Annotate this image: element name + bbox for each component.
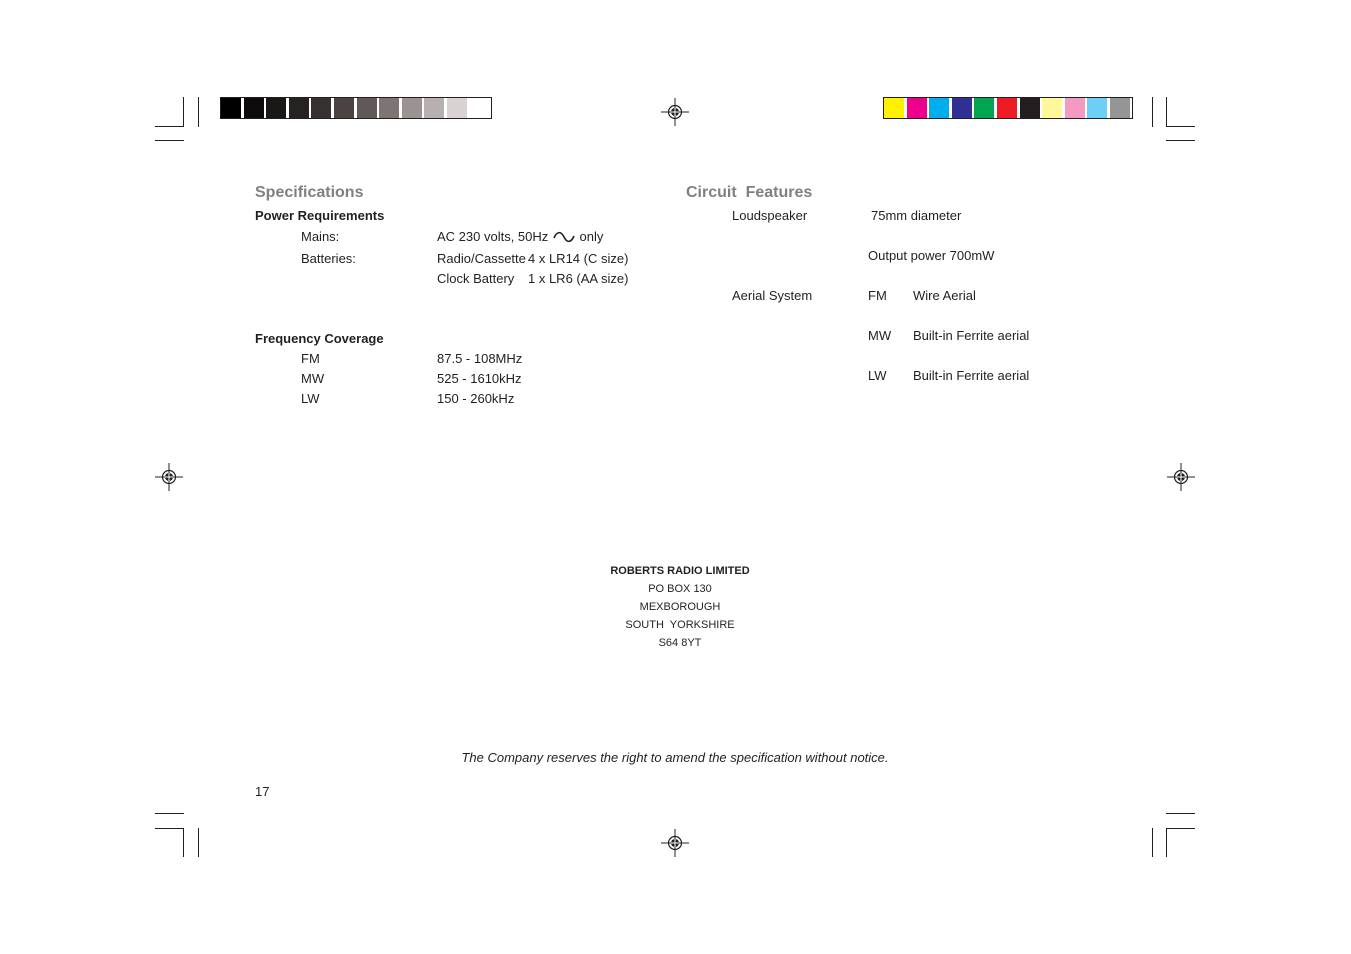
crop-mark bbox=[198, 828, 199, 857]
clock-battery-label: Clock Battery bbox=[437, 271, 515, 286]
crop-mark bbox=[1166, 97, 1167, 127]
crop-mark bbox=[198, 97, 199, 127]
registration-mark-icon bbox=[661, 98, 689, 126]
output-power: Output power 700mW bbox=[868, 248, 995, 263]
band-range: 525 - 1610kHz bbox=[437, 371, 522, 386]
registration-mark-icon bbox=[155, 463, 183, 491]
clock-battery-value: 1 x LR6 (AA size) bbox=[528, 271, 629, 286]
radio-cassette-value: 4 x LR14 (C size) bbox=[528, 251, 629, 266]
aerial-type: Built-in Ferrite aerial bbox=[913, 328, 1030, 343]
mains-label: Mains: bbox=[301, 229, 340, 244]
mains-value bbox=[437, 229, 603, 245]
band-label: MW bbox=[301, 371, 325, 386]
aerial-type: Built-in Ferrite aerial bbox=[913, 368, 1030, 383]
aerial-band: MW bbox=[868, 328, 892, 343]
crop-mark bbox=[1152, 97, 1153, 127]
mains-suffix: only bbox=[579, 229, 604, 244]
crop-mark bbox=[1166, 140, 1195, 141]
swatch-bar-frame bbox=[883, 97, 1133, 119]
loudspeaker-label: Loudspeaker bbox=[732, 208, 808, 223]
registration-mark-icon bbox=[1167, 463, 1195, 491]
specifications-heading: Specifications bbox=[255, 184, 364, 201]
band-label: FM bbox=[301, 351, 320, 366]
crop-mark bbox=[1166, 828, 1195, 829]
address-line: SOUTH YORKSHIRE bbox=[625, 619, 735, 631]
ac-sine-wave-icon bbox=[553, 230, 575, 244]
swatch-bar-frame bbox=[220, 97, 492, 119]
address-line: MEXBOROUGH bbox=[639, 601, 721, 613]
crop-mark bbox=[1166, 126, 1195, 127]
crop-mark bbox=[1152, 828, 1153, 857]
address-line: S64 8YT bbox=[658, 637, 702, 649]
crop-mark bbox=[1166, 813, 1195, 814]
address-line: PO BOX 130 bbox=[648, 583, 712, 595]
crop-mark bbox=[155, 813, 184, 814]
crop-mark bbox=[183, 97, 184, 127]
crop-mark bbox=[155, 140, 184, 141]
radio-cassette-label: Radio/Cassette bbox=[437, 251, 526, 266]
crop-mark bbox=[183, 828, 184, 857]
aerial-system-label: Aerial System bbox=[732, 288, 813, 303]
company-name: ROBERTS RADIO LIMITED bbox=[610, 565, 750, 577]
batteries-label: Batteries: bbox=[301, 251, 356, 266]
loudspeaker-value: 75mm diameter bbox=[871, 208, 962, 223]
power-requirements-heading: Power Requirements bbox=[255, 208, 385, 223]
band-label: LW bbox=[301, 391, 320, 406]
band-range: 150 - 260kHz bbox=[437, 391, 515, 406]
frequency-coverage-heading: Frequency Coverage bbox=[255, 331, 384, 346]
company-address bbox=[575, 562, 785, 652]
crop-mark bbox=[155, 828, 184, 829]
crop-mark bbox=[1166, 828, 1167, 857]
aerial-type: Wire Aerial bbox=[913, 288, 976, 303]
crop-mark bbox=[155, 126, 184, 127]
page-number: 17 bbox=[255, 784, 270, 799]
disclaimer: The Company reserves the right to amend the specification without notice. bbox=[461, 750, 889, 765]
band-range: 87.5 - 108MHz bbox=[437, 351, 523, 366]
circuit-features-heading: Circuit Features bbox=[686, 184, 813, 201]
aerial-band: FM bbox=[868, 288, 887, 303]
aerial-band: LW bbox=[868, 368, 887, 383]
mains-voltage: AC 230 volts, 50Hz bbox=[437, 229, 549, 244]
registration-mark-icon bbox=[661, 829, 689, 857]
